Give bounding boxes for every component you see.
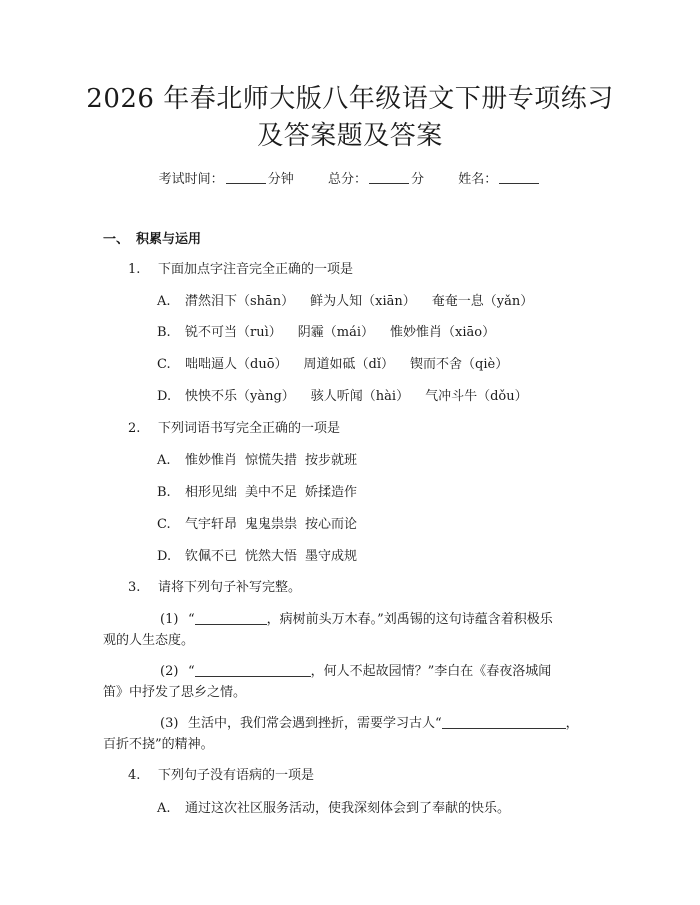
section-heading bbox=[103, 230, 201, 250]
sub-text-before: “ bbox=[188, 612, 195, 627]
sub-text-before: “ bbox=[188, 664, 195, 679]
option-label: A. bbox=[157, 453, 171, 468]
option-label: B. bbox=[157, 485, 171, 500]
q2-option-c bbox=[157, 515, 365, 535]
option-item: 气冲斗牛（dǒu） bbox=[425, 389, 528, 404]
option-item: 惟妙惟肖 bbox=[185, 453, 238, 468]
answer-blank[interactable] bbox=[195, 662, 311, 677]
question-text: 下面加点字注音完全正确的一项是 bbox=[158, 262, 354, 277]
question-number: 3. bbox=[128, 580, 141, 595]
exam-meta bbox=[0, 168, 700, 187]
option-item: 气宇轩昂 bbox=[185, 517, 238, 532]
section-number: 一、 bbox=[103, 232, 130, 247]
page-title-line-2: 及答案题及答案 bbox=[257, 121, 443, 151]
sub-number: (3) bbox=[160, 716, 179, 731]
question-number: 4. bbox=[128, 768, 141, 783]
option-item: 鬼鬼祟祟 bbox=[245, 517, 298, 532]
option-item: 周道如砥（dǐ） bbox=[303, 357, 395, 372]
answer-blank[interactable] bbox=[442, 714, 566, 729]
option-item: 锲而不舍（qiè） bbox=[410, 357, 509, 372]
question-2 bbox=[128, 419, 340, 439]
option-item: 骇人听闻（hài） bbox=[310, 389, 410, 404]
option-item: 锐不可当（ruì） bbox=[185, 325, 282, 340]
q3-item-3-cont: 百折不挠”的精神。 bbox=[103, 737, 214, 752]
option-item: 咄咄逼人（duō） bbox=[185, 357, 288, 372]
option-label: A. bbox=[157, 294, 171, 309]
sub-text-after: ，何人不起故园情？”李白在《春夜洛城闻 bbox=[310, 664, 552, 679]
option-item: 美中不足 bbox=[245, 485, 298, 500]
option-item: 恍然大悟 bbox=[245, 549, 298, 564]
option-label: B. bbox=[157, 325, 171, 340]
q2-option-b bbox=[157, 483, 365, 503]
option-item: 惊慌失措 bbox=[245, 453, 298, 468]
option-item: 怏怏不乐（yàng） bbox=[185, 389, 295, 404]
question-text: 下列句子没有语病的一项是 bbox=[158, 768, 315, 783]
option-item: 相形见绌 bbox=[185, 485, 238, 500]
section-title: 积累与运用 bbox=[136, 232, 202, 247]
option-item: 墨守成规 bbox=[305, 549, 358, 564]
q1-option-a bbox=[157, 292, 549, 312]
name-label: 姓名： bbox=[458, 172, 498, 187]
q3-item-1 bbox=[160, 610, 553, 630]
question-text: 请将下列句子补写完整。 bbox=[158, 580, 302, 595]
question-text: 下列词语书写完全正确的一项是 bbox=[158, 421, 341, 436]
q3-item-2 bbox=[160, 662, 551, 682]
time-label: 考试时间： bbox=[158, 172, 224, 187]
option-item: 按步就班 bbox=[305, 453, 358, 468]
option-item: 鲜为人知（xiān） bbox=[310, 294, 416, 309]
score-unit: 分 bbox=[411, 172, 425, 187]
q1-option-d bbox=[157, 387, 544, 407]
sub-text-after: ， bbox=[565, 716, 579, 731]
sub-text-after: ，病树前头万木春。”刘禹锡的这句诗蕴含着积极乐 bbox=[266, 612, 553, 627]
score-label: 总分： bbox=[327, 172, 367, 187]
option-item: 潸然泪下（shān） bbox=[185, 294, 295, 309]
q3-item-1-cont: 观的人生态度。 bbox=[103, 633, 195, 648]
question-1 bbox=[128, 260, 353, 280]
option-item: 奄奄一息（yǎn） bbox=[431, 294, 534, 309]
q3-item-2-cont: 笛》中抒发了思乡之情。 bbox=[103, 685, 247, 700]
option-item: 娇揉造作 bbox=[305, 485, 358, 500]
page-title-line-1: 2026 年春北师大版八年级语文下册专项练习 bbox=[86, 84, 614, 114]
question-number: 2. bbox=[128, 421, 141, 436]
option-label: D. bbox=[157, 549, 172, 564]
name-blank bbox=[499, 171, 539, 184]
score-blank bbox=[369, 171, 409, 184]
q4-option-a bbox=[157, 799, 510, 819]
option-item: 钦佩不已 bbox=[185, 549, 238, 564]
q3-item-3 bbox=[160, 714, 579, 734]
question-number: 1. bbox=[128, 262, 141, 277]
option-item: 惟妙惟肖（xiāo） bbox=[390, 325, 496, 340]
q2-option-d bbox=[157, 547, 365, 567]
option-item: 按心而论 bbox=[305, 517, 358, 532]
time-blank bbox=[226, 171, 266, 184]
q1-option-c bbox=[157, 355, 524, 375]
question-3 bbox=[128, 578, 301, 598]
option-label: C. bbox=[157, 357, 171, 372]
option-item: 阴霾（mái） bbox=[297, 325, 374, 340]
option-label: D. bbox=[157, 389, 172, 404]
option-label: A. bbox=[157, 801, 171, 816]
sub-number: (2) bbox=[160, 664, 179, 679]
q2-option-a bbox=[157, 451, 365, 471]
time-unit: 分钟 bbox=[267, 172, 294, 187]
option-label: C. bbox=[157, 517, 171, 532]
option-text: 通过这次社区服务活动，使我深刻体会到了奉献的快乐。 bbox=[185, 801, 511, 816]
sub-number: (1) bbox=[160, 612, 179, 627]
question-4 bbox=[128, 766, 314, 786]
answer-blank[interactable] bbox=[195, 610, 267, 625]
q1-option-b bbox=[157, 323, 511, 343]
sub-text-before: 生活中，我们常会遇到挫折，需要学习古人“ bbox=[188, 716, 442, 731]
